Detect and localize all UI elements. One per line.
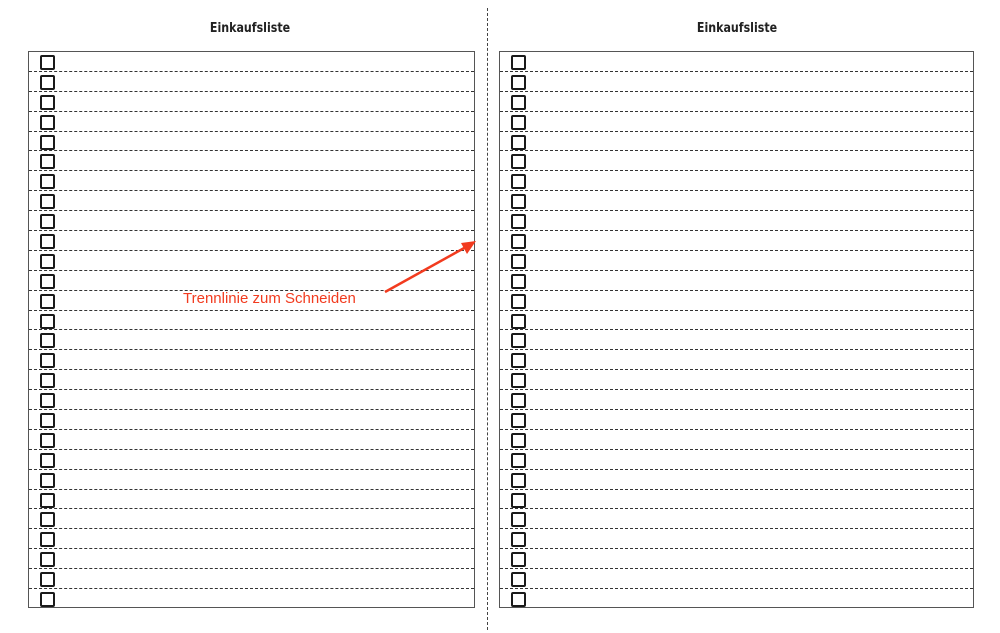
list-title-right: Einkaufsliste — [696, 21, 778, 36]
cut-line-annotation: Trennlinie zum Schneiden — [183, 290, 356, 307]
list-title-left: Einkaufsliste — [209, 21, 291, 36]
